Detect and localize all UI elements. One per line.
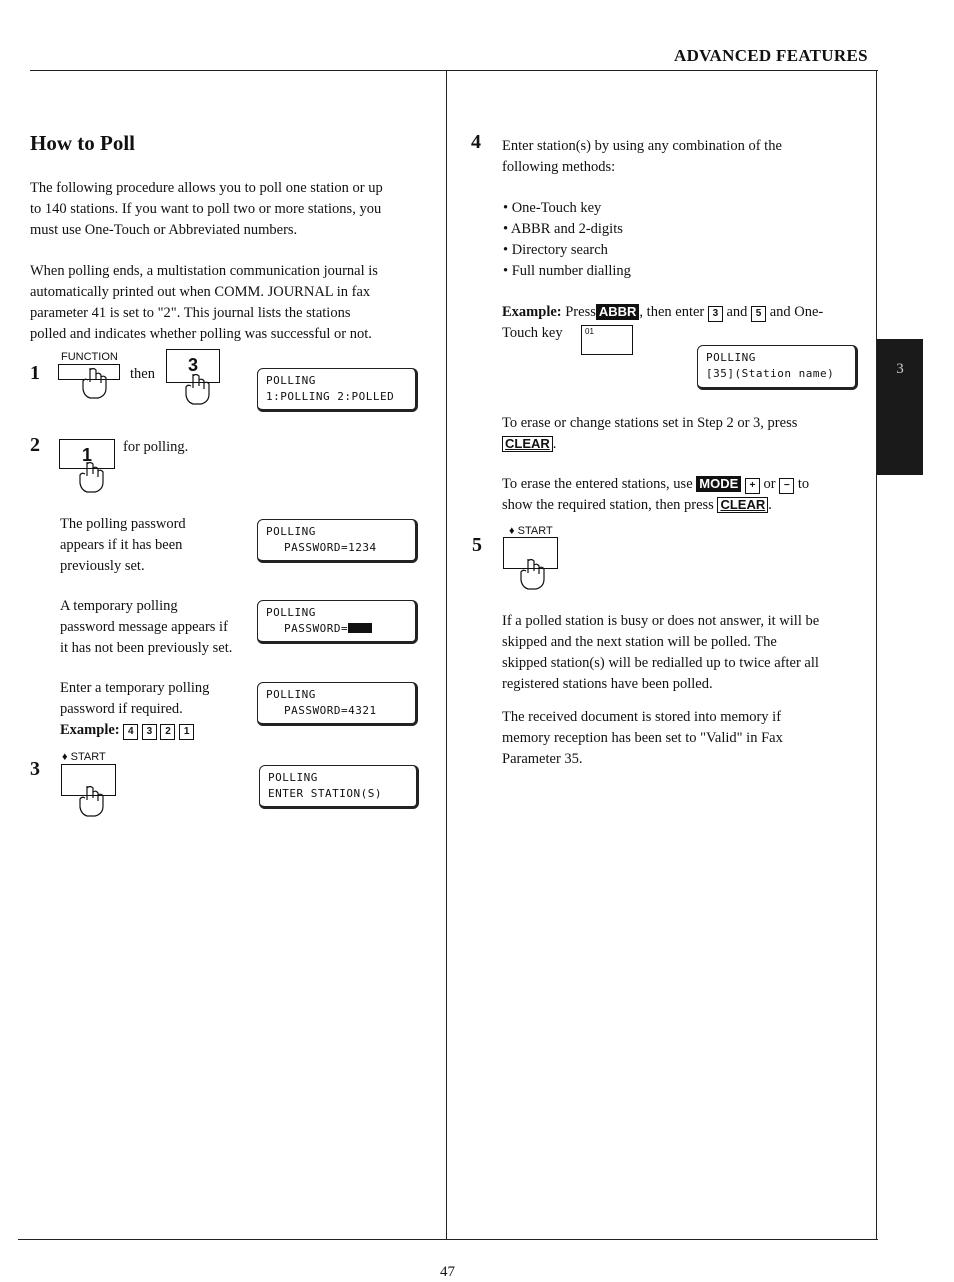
- finger-press-icon: [183, 372, 213, 408]
- password-temp-text: [60, 596, 256, 659]
- lcd-display-station-name: [697, 345, 858, 390]
- digit-key[interactable]: 4: [123, 724, 138, 740]
- text-line: If a polled station is busy or does not answer, it will be: [502, 613, 820, 629]
- text-line: following methods:: [502, 159, 616, 175]
- text-line: To erase or change stations set in Step 2 or 3, press: [502, 415, 798, 431]
- touch-key-text: Touch key: [502, 325, 563, 341]
- section-header: ADVANCED FEATURES: [674, 46, 868, 65]
- lcd-display-password-temp: [257, 600, 418, 644]
- text-fragment: and One-: [769, 304, 824, 320]
- digit-key[interactable]: 1: [179, 724, 194, 740]
- lcd-display-password-entered: [257, 682, 418, 726]
- text-fragment: or: [763, 476, 776, 492]
- text-fragment: , then enter: [639, 304, 705, 320]
- memory-text: [502, 707, 867, 770]
- footer-rule: [18, 1239, 878, 1240]
- text-line: A temporary polling: [60, 598, 178, 614]
- digit-key[interactable]: 5: [751, 306, 766, 322]
- start-key-label: ♦ START: [62, 751, 106, 763]
- text-line: skipped station(s) will be redialled up to twice after all: [502, 655, 819, 671]
- erase-change-text: To erase or change stations set in Step 2 or 3, press CLEAR .: [502, 413, 867, 455]
- text-line: memory reception has been set to "Valid" in Fax: [502, 730, 783, 746]
- lcd-line: POLLING: [266, 525, 316, 538]
- text-line: The received document is stored into memory if: [502, 709, 782, 725]
- text-line: previously set.: [60, 558, 145, 574]
- chapter-tab: 3: [877, 339, 923, 475]
- clear-key[interactable]: CLEAR: [502, 436, 553, 452]
- text-line: password if required.: [60, 701, 183, 717]
- abbr-key[interactable]: ABBR: [596, 304, 640, 320]
- lcd-line: ENTER STATION(S): [268, 787, 382, 800]
- text-fragment: To erase the entered stations, use: [502, 476, 693, 492]
- text-line: automatically printed out when COMM. JOURNAL in fax: [30, 284, 371, 300]
- one-touch-number: 01: [585, 327, 594, 336]
- text-line: Enter station(s) by using any combination of the: [502, 138, 782, 154]
- lcd-line: PASSWORD=1234: [284, 541, 377, 554]
- step-1-number: 1: [30, 362, 40, 384]
- lcd-display-password-set: [257, 519, 418, 563]
- header-rule: [30, 70, 878, 71]
- text-fragment: and: [726, 304, 748, 320]
- right-border: [876, 70, 877, 1240]
- text-fragment: Press: [565, 304, 596, 320]
- step-3-number: 3: [30, 758, 40, 780]
- lcd-line: 1:POLLING 2:POLLED: [266, 390, 395, 403]
- finger-press-icon: [77, 460, 107, 496]
- erase-entered-text: To erase the entered stations, use MODE + or − to show the required station, then press CLEAR .: [502, 476, 810, 513]
- password-enter-text: [60, 678, 250, 741]
- list-item: • One-Touch key: [503, 198, 631, 219]
- text-line: to 140 stations. If you want to poll two or more stations, you: [30, 201, 382, 217]
- start-key-label: ♦ START: [509, 525, 553, 537]
- digit-key[interactable]: 3: [708, 306, 723, 322]
- example-label: Example:: [60, 722, 120, 738]
- intro-paragraph-1: [30, 178, 430, 241]
- lcd-line: POLLING: [268, 771, 318, 784]
- text-line: parameter 41 is set to "2". This journal lists the stations: [30, 305, 351, 321]
- list-item: • Directory search: [503, 240, 631, 261]
- finger-press-icon: [77, 784, 107, 820]
- text-line: The following procedure allows you to poll one station or up: [30, 180, 383, 196]
- step-4-number: 4: [471, 131, 481, 153]
- text-line: When polling ends, a multistation communication journal is: [30, 263, 378, 279]
- intro-paragraph-2: [30, 261, 430, 345]
- finger-press-icon: [518, 557, 548, 593]
- step-4-intro: [502, 136, 862, 178]
- column-divider: [446, 70, 447, 1240]
- station-entry-methods: [503, 198, 631, 282]
- minus-key[interactable]: −: [779, 478, 794, 494]
- lcd-line: POLLING: [266, 606, 316, 619]
- function-key-label: FUNCTION: [61, 351, 118, 363]
- digit-key[interactable]: 3: [142, 724, 157, 740]
- finger-press-icon: [80, 366, 110, 402]
- text-line: Enter a temporary polling: [60, 680, 210, 696]
- password-mask-block: [348, 623, 372, 633]
- text-line: skipped and the next station will be polled. The: [502, 634, 777, 650]
- one-touch-key[interactable]: [581, 325, 633, 355]
- digit-key[interactable]: 2: [160, 724, 175, 740]
- text-line: The polling password: [60, 516, 186, 532]
- text-fragment: to: [797, 476, 810, 492]
- text-line: appears if it has been: [60, 537, 183, 553]
- text-line: polled and indicates whether polling was successful or not.: [30, 326, 372, 342]
- lcd-display-polling-menu: [257, 368, 418, 412]
- plus-key[interactable]: +: [745, 478, 760, 494]
- list-item: • Full number dialling: [503, 261, 631, 282]
- key-3[interactable]: 3: [166, 349, 220, 383]
- example-label: Example:: [502, 304, 562, 320]
- lcd-line: [35](Station name): [706, 367, 835, 380]
- page-number: 47: [440, 1264, 455, 1280]
- text-line: must use One-Touch or Abbreviated numbers.: [30, 222, 298, 238]
- text-fragment: show the required station, then press: [502, 497, 714, 513]
- page-title: How to Poll: [30, 131, 135, 155]
- clear-key[interactable]: CLEAR: [717, 497, 768, 513]
- step-2-number: 2: [30, 434, 40, 456]
- mode-key[interactable]: MODE: [696, 476, 741, 492]
- busy-station-text: [502, 611, 867, 695]
- lcd-line: POLLING: [266, 374, 316, 387]
- list-item: • ABBR and 2-digits: [503, 219, 631, 240]
- text-line: it has not been previously set.: [60, 640, 233, 656]
- lcd-line: POLLING: [706, 351, 756, 364]
- key-1[interactable]: 1: [59, 439, 115, 469]
- password-set-text: [60, 514, 250, 577]
- then-label: then: [130, 366, 155, 382]
- text-line: password message appears if: [60, 619, 228, 635]
- lcd-line: POLLING: [266, 688, 316, 701]
- lcd-line: PASSWORD=: [284, 622, 349, 635]
- step-4-example: [502, 302, 867, 323]
- for-polling-text: for polling.: [123, 439, 189, 455]
- text-line: Parameter 35.: [502, 751, 583, 767]
- lcd-display-enter-stations: [259, 765, 419, 809]
- step-5-number: 5: [472, 534, 482, 556]
- lcd-line: PASSWORD=4321: [284, 704, 377, 717]
- text-line: registered stations have been polled.: [502, 676, 713, 692]
